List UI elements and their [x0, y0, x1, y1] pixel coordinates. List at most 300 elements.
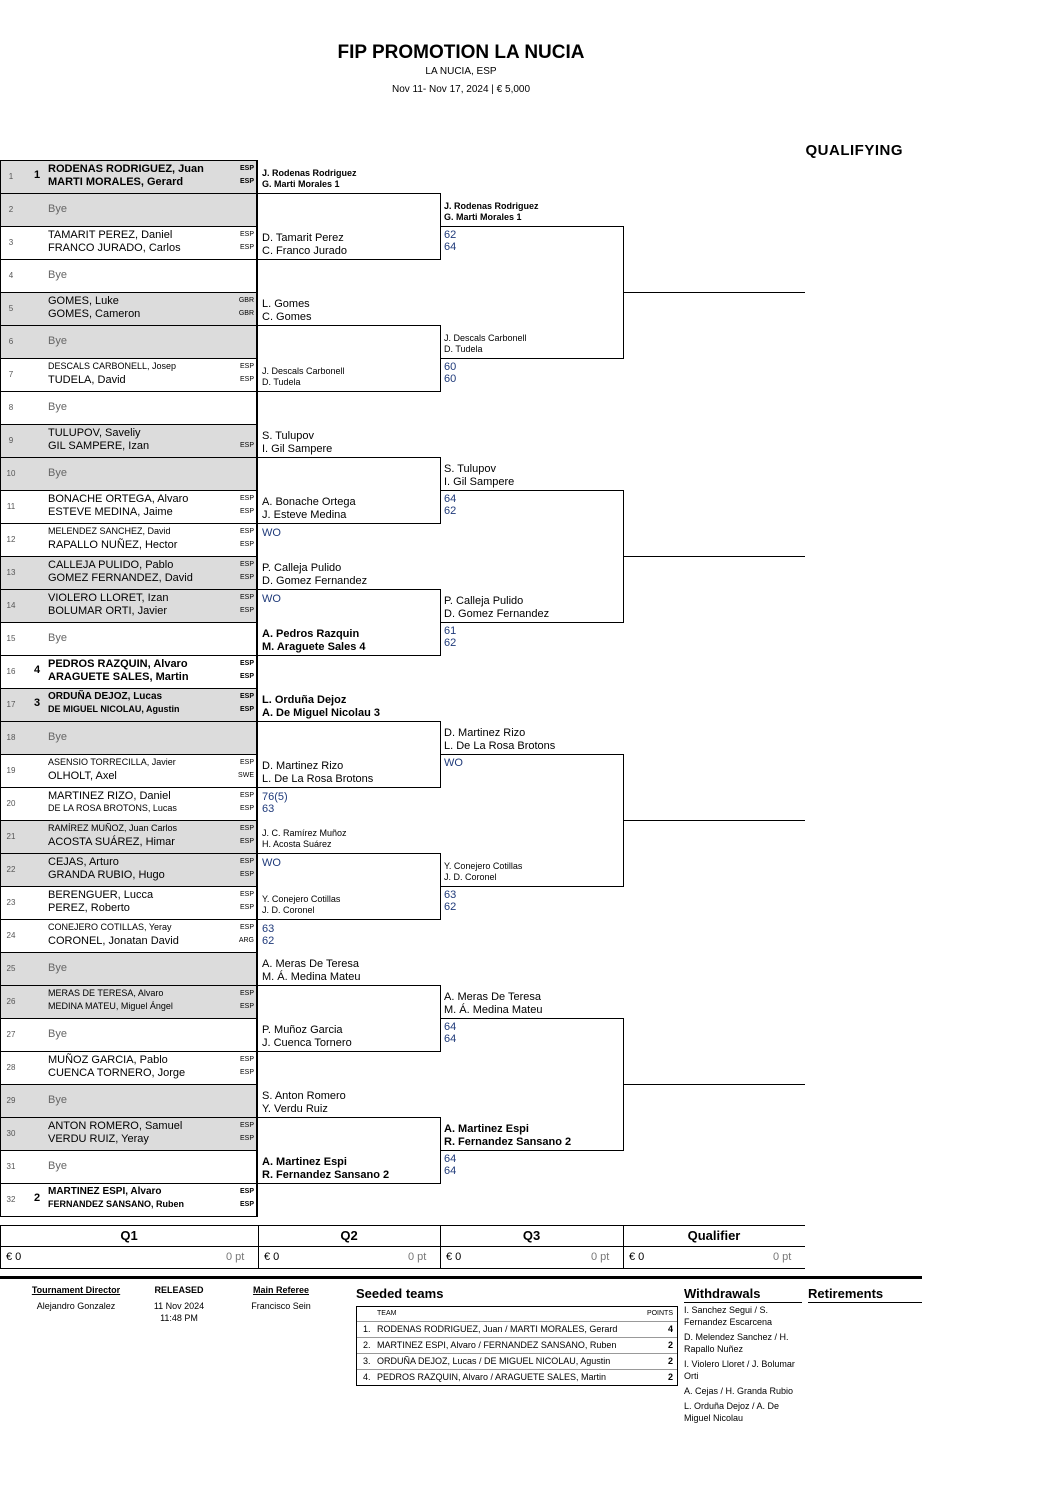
entry-number: 8: [8, 403, 14, 412]
player-name: FRANCO JURADO, Carlos: [48, 242, 181, 254]
bye-label: Bye: [48, 1160, 67, 1172]
country-code: ESP: [239, 528, 254, 535]
entry-number: 21: [6, 832, 16, 841]
entry-number: 27: [6, 1030, 16, 1039]
round2-team: A. Bonache Ortega: [262, 496, 356, 508]
entry-row-divider: [0, 259, 258, 260]
seed-points: 2: [667, 1356, 673, 1366]
bracket-line: [440, 1150, 623, 1151]
entry-row-divider: [0, 622, 258, 623]
entry-number: 2: [8, 205, 14, 214]
entry-row-divider: [0, 721, 258, 722]
entry-row-divider: [0, 1084, 258, 1085]
entry-row-divider: [0, 1183, 258, 1184]
country-code: ESP: [239, 1003, 254, 1010]
country-code: ESP: [239, 231, 254, 238]
player-name: ESTEVE MEDINA, Jaime: [48, 506, 173, 518]
round3-team: D. Martinez Rizo: [444, 727, 526, 739]
bracket-line: [258, 193, 440, 194]
entry-number: 16: [6, 667, 16, 676]
seeded-teams-heading: Seeded teams: [356, 1286, 444, 1301]
round2-team: A. Martinez Espi: [262, 1156, 347, 1168]
entry-row-divider: [0, 853, 258, 854]
entry-row-divider: [0, 952, 258, 953]
country-code: SWE: [238, 772, 254, 779]
entry-row-divider: [0, 919, 258, 920]
player-name: RODENAS RODRIGUEZ, Juan: [48, 163, 204, 175]
entry-row-divider: [0, 589, 258, 590]
country-code: ARG: [238, 937, 254, 944]
round2-team: M. Araguete Sales 4: [262, 641, 366, 653]
round2-team: G. Marti Morales 1: [262, 179, 340, 189]
player-name: TUDELA, David: [48, 374, 126, 386]
entry-row-shade: [0, 457, 256, 490]
player-name: RAMÍREZ MUÑOZ, Juan Carlos: [48, 823, 178, 833]
bracket-line: [258, 325, 440, 326]
player-name: VERDU RUIZ, Yeray: [48, 1133, 149, 1145]
qualifier-line: [623, 292, 805, 293]
round-prize: € 0: [6, 1251, 22, 1263]
bye-label: Bye: [48, 632, 67, 644]
qualifier-line: [623, 556, 805, 557]
bracket-line: [440, 754, 623, 755]
entry-row-divider: [0, 787, 258, 788]
round2-team: D. Gomez Fernandez: [262, 575, 368, 587]
entry-number: 1: [8, 172, 14, 181]
entry-number: 10: [6, 469, 16, 478]
entry-row-divider: [0, 985, 258, 986]
round3-score: WO: [444, 757, 463, 769]
round2-team: I. Gil Sampere: [262, 443, 333, 455]
seed-points: 4: [667, 1324, 673, 1334]
player-name: MARTINEZ ESPI, Alvaro: [48, 1186, 162, 1197]
withdrawal-entry: I. Sanchez Segui / S. Fernandez Escarcena: [684, 1305, 773, 1327]
round3-team: L. De La Rosa Brotons: [444, 740, 556, 752]
player-name: TULUPOV, Saveliy: [48, 427, 141, 439]
seed-team: PEDROS RAZQUIN, Alvaro / ARAGUETE SALES, Martin: [377, 1372, 607, 1382]
entry-row-divider: [0, 457, 258, 458]
round2-team: A. De Miguel Nicolau 3: [262, 707, 380, 719]
round-summary-top: [0, 1225, 805, 1226]
country-code: ESP: [239, 574, 254, 581]
entry-row-divider: [0, 193, 258, 194]
round3-team: D. Gomez Fernandez: [444, 608, 550, 620]
country-code: ESP: [239, 442, 254, 449]
seed-number: 3.: [363, 1356, 371, 1366]
entry-row-divider: [0, 1018, 258, 1019]
round2-team: L. Gomes: [262, 298, 310, 310]
entry-row-divider: [0, 424, 258, 425]
bracket-line: [440, 622, 623, 623]
country-code: ESP: [239, 838, 254, 845]
entry-seed: 3: [34, 697, 41, 709]
player-name: CALLEJA PULIDO, Pablo: [48, 559, 174, 571]
round2-score: WO: [262, 527, 281, 539]
round3-team: Y. Conejero Cotillas: [444, 861, 523, 871]
bye-label: Bye: [48, 731, 67, 743]
player-name: DESCALS CARBONELL, Josep: [48, 361, 177, 371]
player-name: ANTON ROMERO, Samuel: [48, 1120, 183, 1132]
country-code: ESP: [239, 1069, 254, 1076]
player-name: CORONEL, Jonatan David: [48, 935, 179, 947]
bye-label: Bye: [48, 203, 67, 215]
withdrawals-underline: [684, 1302, 802, 1303]
country-code: ESP: [239, 792, 254, 799]
entry-row-shade: [0, 952, 256, 985]
player-name: CONEJERO COTILLAS, Yeray: [48, 922, 172, 932]
released-date: 11 Nov 2024: [153, 1301, 205, 1311]
round2-team: C. Gomes: [262, 311, 312, 323]
entry-row-shade: [0, 193, 256, 226]
player-name: ACOSTA SUÁREZ, Himar: [48, 836, 175, 848]
team-column-header: TEAM: [377, 1310, 397, 1317]
round3-team: J. Rodenas Rodriguez: [444, 201, 539, 211]
seed-team: ORDUÑA DEJOZ, Lucas / DE MIGUEL NICOLAU, Agustin: [377, 1356, 611, 1366]
entry-row-divider: [0, 358, 258, 359]
player-name: MERAS DE TERESA, Alvaro: [48, 988, 164, 998]
player-name: GRANDA RUBIO, Hugo: [48, 869, 165, 881]
player-name: DE MIGUEL NICOLAU, Agustin: [48, 704, 180, 714]
country-code: ESP: [239, 607, 254, 614]
country-code: ESP: [239, 706, 254, 713]
entry-number: 4: [8, 271, 14, 280]
entry-row-divider: [0, 1216, 258, 1217]
round2-team: A. Pedros Razquin: [262, 628, 360, 640]
tournament-location: LA NUCIA, ESP: [425, 66, 497, 77]
round2-team: R. Fernandez Sansano 2: [262, 1169, 390, 1181]
player-name: GOMES, Cameron: [48, 308, 141, 320]
round-label: Q1: [120, 1228, 138, 1243]
bracket-line: [258, 259, 440, 260]
round3-score: 60 60: [444, 361, 457, 385]
country-code: ESP: [239, 990, 254, 997]
seed-team: MARTINEZ ESPI, Alvaro / FERNANDEZ SANSANO, Ruben: [377, 1340, 617, 1350]
country-code: ESP: [239, 541, 254, 548]
round-summary-mid: [0, 1246, 805, 1247]
round3-score: 64 64: [444, 1153, 457, 1177]
round2-team: H. Acosta Suárez: [262, 839, 332, 849]
round2-team: D. Martinez Rizo: [262, 760, 344, 772]
country-code: ESP: [239, 561, 254, 568]
entry-row-divider: [0, 325, 258, 326]
country-code: ESP: [239, 1201, 254, 1208]
round2-team: J. C. Ramírez Muñoz: [262, 828, 347, 838]
entry-number: 5: [8, 304, 14, 313]
bracket-line: [258, 523, 440, 524]
country-code: ESP: [239, 693, 254, 700]
bracket-line: [258, 457, 440, 458]
player-name: PEDROS RAZQUIN, Alvaro: [48, 658, 188, 670]
bracket-line: [258, 985, 440, 986]
seeded-team-row: [357, 1369, 677, 1385]
seed-team: RODENAS RODRIGUEZ, Juan / MARTI MORALES, Gerard: [377, 1324, 618, 1334]
round-summary-bottom: [0, 1268, 805, 1269]
round3-team: J. D. Coronel: [444, 872, 497, 882]
entry-number: 23: [6, 898, 16, 907]
entry-number: 15: [6, 634, 16, 643]
round2-team: J. Descals Carbonell: [262, 366, 345, 376]
round3-team: J. Descals Carbonell: [444, 333, 527, 343]
entry-row-divider: [0, 490, 258, 491]
entry-seed: 2: [34, 1192, 41, 1204]
bracket-line: [440, 358, 623, 359]
player-name: ASENSIO TORRECILLA, Javier: [48, 757, 176, 767]
entry-number: 17: [6, 700, 16, 709]
points-column-header: POINTS: [646, 1310, 673, 1317]
entry-row-divider: [0, 754, 258, 755]
bracket-line: [258, 655, 440, 656]
entry-number: 3: [8, 238, 14, 247]
round3-score: 61 62: [444, 625, 457, 649]
player-name: DE LA ROSA BROTONS, Lucas: [48, 803, 177, 813]
round2-team: J. D. Coronel: [262, 905, 315, 915]
round3-score: 62 64: [444, 229, 457, 253]
player-name: OLHOLT, Axel: [48, 770, 117, 782]
entry-number: 31: [6, 1162, 16, 1171]
withdrawal-entry: L. Orduña Dejoz / A. De Miguel Nicolau: [684, 1401, 780, 1423]
country-code: ESP: [239, 508, 254, 515]
entry-number: 12: [6, 535, 16, 544]
withdrawals-list: [684, 1304, 802, 1427]
draw-stage-label: QUALIFYING: [805, 142, 903, 159]
entry-column-border: [0, 160, 1, 1216]
round3-score: 64 64: [444, 1021, 457, 1045]
withdrawal-entry: I. Violero Lloret / J. Bolumar Orti: [684, 1359, 795, 1381]
player-name: GIL SAMPERE, Izan: [48, 440, 150, 452]
entry-number: 22: [6, 865, 16, 874]
player-name: MARTI MORALES, Gerard: [48, 176, 184, 188]
seed-number: 2.: [363, 1340, 371, 1350]
page-title: FIP PROMOTION LA NUCIA: [337, 42, 585, 63]
player-name: MARTINEZ RIZO, Daniel: [48, 790, 171, 802]
entry-number: 29: [6, 1096, 16, 1105]
seeded-team-row: [357, 1353, 677, 1369]
round2-team: L. Orduña Dejoz: [262, 694, 347, 706]
released-label: RELEASED: [154, 1285, 204, 1295]
round-prize: € 0: [629, 1251, 645, 1263]
entry-row-divider: [0, 688, 258, 689]
entry-row-shade: [0, 1084, 256, 1117]
round3-team: R. Fernandez Sansano 2: [444, 1136, 572, 1148]
entry-number: 28: [6, 1063, 16, 1072]
country-code: ESP: [239, 594, 254, 601]
entry-row-divider: [0, 1150, 258, 1151]
country-code: ESP: [239, 904, 254, 911]
seeded-rows: [357, 1321, 677, 1385]
country-code: ESP: [239, 178, 254, 185]
round3-team: S. Tulupov: [444, 463, 496, 475]
seed-number: 1.: [363, 1324, 371, 1334]
bracket-line: [440, 886, 623, 887]
player-name: BONACHE ORTEGA, Alvaro: [48, 493, 189, 505]
player-name: CEJAS, Arturo: [48, 856, 119, 868]
round3-team: D. Tudela: [444, 344, 483, 354]
round3-team: A. Martinez Espi: [444, 1123, 529, 1135]
entry-row-divider: [0, 820, 258, 821]
entry-row-divider: [0, 1117, 258, 1118]
bracket-line: [258, 919, 440, 920]
seeded-team-row: [357, 1337, 677, 1353]
entry-number: 9: [8, 436, 14, 445]
bracket-line: [258, 1117, 440, 1118]
seeded-teams-table: [356, 1306, 678, 1386]
country-code: ESP: [239, 891, 254, 898]
round2-score: 63 62: [262, 923, 275, 947]
country-code: ESP: [239, 858, 254, 865]
country-code: ESP: [239, 759, 254, 766]
bracket-line: [440, 490, 623, 491]
round-points: 0 pt: [226, 1251, 245, 1263]
player-name: BERENGUER, Lucca: [48, 889, 154, 901]
country-code: ESP: [239, 1056, 254, 1063]
round-points: 0 pt: [591, 1251, 610, 1263]
bracket-line: [258, 721, 440, 722]
entry-row-divider: [0, 226, 258, 227]
entry-column-border: [256, 160, 258, 1216]
bracket-line: [440, 1018, 623, 1019]
round2-team: L. De La Rosa Brotons: [262, 773, 374, 785]
entry-row-divider: [0, 886, 258, 887]
country-code: ESP: [239, 1135, 254, 1142]
round-label: Q2: [340, 1228, 358, 1243]
round2-team: M. Á. Medina Mateu: [262, 971, 361, 983]
retirements-underline: [808, 1302, 922, 1303]
round3-team: A. Meras De Teresa: [444, 991, 542, 1003]
round2-team: Y. Conejero Cotillas: [262, 894, 341, 904]
player-name: FERNANDEZ SANSANO, Ruben: [48, 1199, 185, 1209]
round2-team: S. Anton Romero: [262, 1090, 346, 1102]
country-code: ESP: [239, 673, 254, 680]
withdrawal-entry: D. Melendez Sanchez / H. Rapallo Nuñez: [684, 1332, 789, 1354]
player-name: MELENDEZ SANCHEZ, David: [48, 526, 171, 536]
bracket-line: [258, 1051, 440, 1052]
round2-team: P. Muñoz Garcia: [262, 1024, 343, 1036]
qualifier-line: [623, 1084, 805, 1085]
director-label: Tournament Director: [31, 1285, 121, 1295]
retirements-heading: Retirements: [808, 1286, 884, 1301]
country-code: ESP: [239, 1188, 254, 1195]
round3-score: 63 62: [444, 889, 457, 913]
country-code: ESP: [239, 924, 254, 931]
round2-team: J. Cuenca Tornero: [262, 1037, 352, 1049]
round3-team: I. Gil Sampere: [444, 476, 515, 488]
player-name: RAPALLO NUÑEZ, Hector: [48, 539, 178, 551]
entry-number: 20: [6, 799, 16, 808]
player-name: CUENCA TORNERO, Jorge: [48, 1067, 186, 1079]
entry-seed: 1: [34, 169, 41, 181]
entry-row-shade: [0, 325, 256, 358]
country-code: ESP: [239, 363, 254, 370]
referee-name: Francisco Sein: [251, 1301, 311, 1311]
round-label: Q3: [522, 1228, 541, 1243]
seed-points: 2: [667, 1340, 673, 1350]
country-code: ESP: [239, 376, 254, 383]
entry-number: 24: [6, 931, 16, 940]
country-code: ESP: [239, 1122, 254, 1129]
footer-divider: [0, 1276, 922, 1279]
bracket-line: [258, 787, 440, 788]
round2-team: J. Rodenas Rodriguez: [262, 168, 357, 178]
entry-number: 25: [6, 964, 16, 973]
round2-team: D. Tudela: [262, 377, 301, 387]
bye-label: Bye: [48, 1094, 67, 1106]
bye-label: Bye: [48, 401, 67, 413]
round2-team: D. Tamarit Perez: [262, 232, 344, 244]
country-code: ESP: [239, 805, 254, 812]
player-name: MEDINA MATEU, Miguel Ángel: [48, 1001, 173, 1011]
bye-label: Bye: [48, 962, 67, 974]
bracket-line: [258, 589, 440, 590]
round2-team: J. Esteve Medina: [262, 509, 347, 521]
entry-row-divider: [0, 556, 258, 557]
round-points: 0 pt: [408, 1251, 427, 1263]
entry-seed: 4: [34, 664, 41, 676]
entry-number: 11: [6, 502, 16, 511]
entry-row-divider: [0, 160, 258, 161]
round3-score: 64 62: [444, 493, 457, 517]
round-label: Qualifier: [687, 1228, 741, 1243]
round3-team: M. Á. Medina Mateu: [444, 1004, 543, 1016]
round2-score: WO: [262, 857, 281, 869]
entry-number: 13: [6, 568, 16, 577]
qualifier-line: [623, 820, 805, 821]
player-name: GOMEZ FERNANDEZ, David: [48, 572, 193, 584]
entry-row-divider: [0, 292, 258, 293]
bye-label: Bye: [48, 467, 67, 479]
bracket-line: [258, 391, 440, 392]
bye-label: Bye: [48, 1028, 67, 1040]
player-name: VIOLERO LLORET, Izan: [48, 592, 169, 604]
round3-team: G. Marti Morales 1: [444, 212, 522, 222]
round2-team: Y. Verdu Ruiz: [262, 1103, 328, 1115]
released-time: 11:48 PM: [160, 1313, 198, 1323]
player-name: TAMARIT PEREZ, Daniel: [48, 229, 173, 241]
director-name: Alejandro Gonzalez: [36, 1301, 116, 1311]
entry-number: 7: [8, 370, 14, 379]
entry-number: 14: [6, 601, 16, 610]
country-code: ESP: [239, 244, 254, 251]
country-code: ESP: [239, 871, 254, 878]
withdrawals-heading: Withdrawals: [684, 1286, 761, 1301]
referee-label: Main Referee: [252, 1285, 310, 1295]
entry-number: 6: [8, 337, 14, 346]
round2-score: WO: [262, 593, 281, 605]
bye-label: Bye: [48, 335, 67, 347]
round2-team: A. Meras De Teresa: [262, 958, 360, 970]
bracket-line: [258, 1183, 440, 1184]
player-name: ARAGUETE SALES, Martin: [48, 671, 189, 683]
country-code: GBR: [238, 310, 254, 317]
entry-number: 18: [6, 733, 16, 742]
country-code: ESP: [239, 660, 254, 667]
seed-points: 2: [667, 1372, 673, 1382]
entry-row-divider: [0, 391, 258, 392]
entry-row-divider: [0, 1051, 258, 1052]
country-code: ESP: [239, 825, 254, 832]
round-points: 0 pt: [773, 1251, 792, 1263]
round-prize: € 0: [264, 1251, 280, 1263]
player-name: BOLUMAR ORTI, Javier: [48, 605, 167, 617]
round2-score: 76(5) 63: [262, 791, 288, 815]
round-prize: € 0: [446, 1251, 462, 1263]
player-name: MUÑOZ GARCIA, Pablo: [48, 1054, 168, 1066]
player-name: PEREZ, Roberto: [48, 902, 130, 914]
player-name: ORDUÑA DEJOZ, Lucas: [48, 691, 163, 702]
round2-team: C. Franco Jurado: [262, 245, 347, 257]
seeded-team-row: [357, 1321, 677, 1337]
round2-team: S. Tulupov: [262, 430, 314, 442]
entry-number: 32: [6, 1195, 16, 1204]
